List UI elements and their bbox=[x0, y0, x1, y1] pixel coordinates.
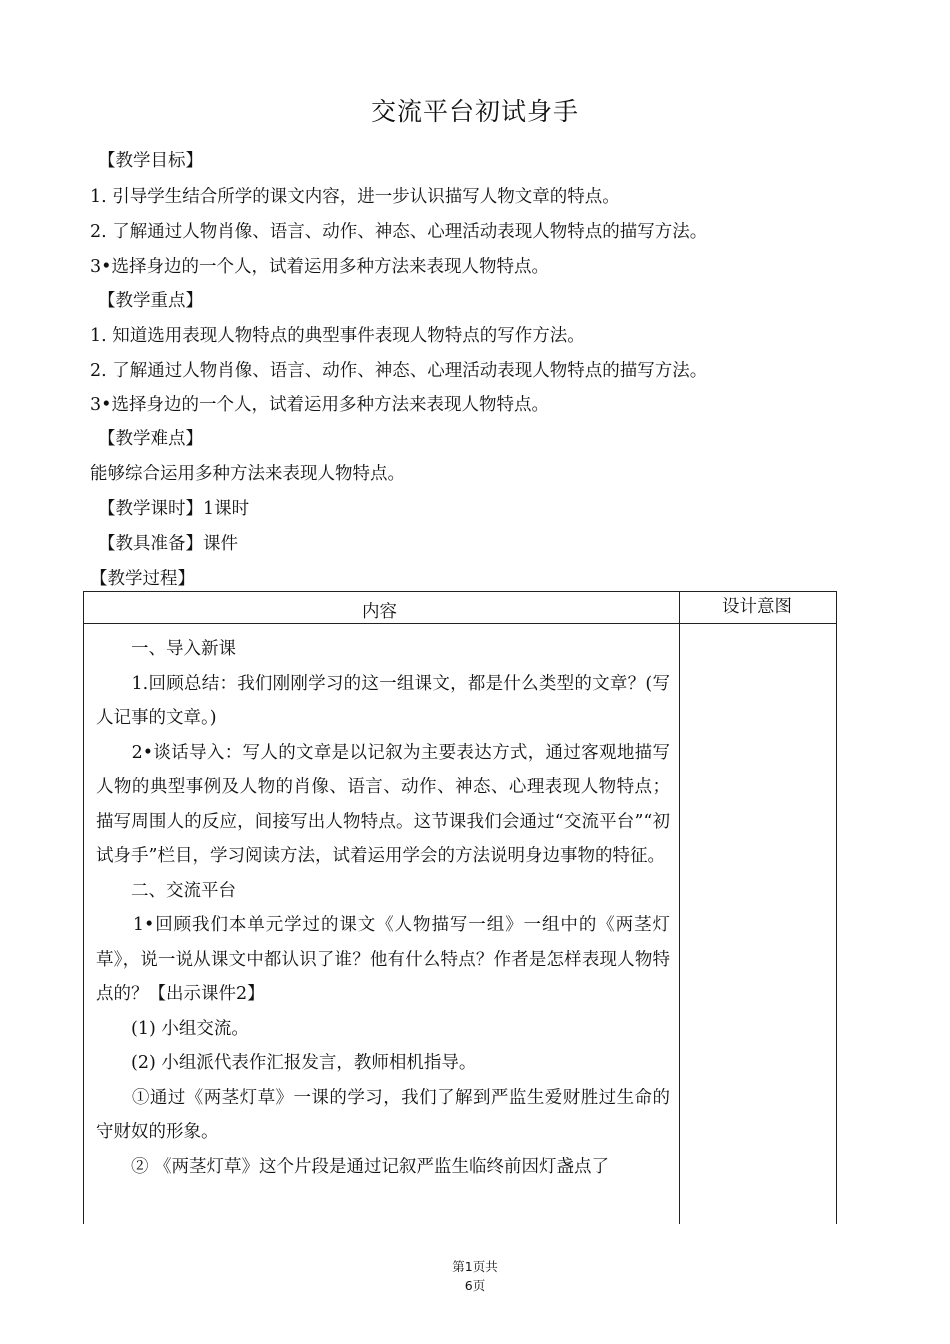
content-paragraph: (2) 小组派代表作汇报发言，教师相机指导。 bbox=[96, 1053, 477, 1073]
tools-line: 【教具准备】课件 bbox=[98, 534, 238, 554]
key-point-item: 1. 知道选用表现人物特点的典型事件表现人物特点的写作方法。 bbox=[90, 326, 585, 346]
objectives-heading: 【教学目标】 bbox=[98, 151, 203, 171]
content-paragraph: 二、交流平台 bbox=[96, 880, 236, 901]
page-total: 6页 bbox=[464, 1278, 486, 1293]
table-header-content: 内容 bbox=[362, 602, 397, 622]
table-header-design: 设计意图 bbox=[722, 597, 792, 617]
difficulty-heading: 【教学难点】 bbox=[98, 429, 203, 449]
content-paragraph: 2•谈话导入：写人的文章是以记叙为主要表达方式，通过客观地描写人物的典型事例及人物的肖像、语言、动作、神态、心理表现人物特点；描写周围人的反应，间接写出人物特点。这节课我们会通过“交流平台”“初试身手”栏目，学习阅读方法，试着运用学会的方法说明身边事物的特征。 bbox=[96, 742, 670, 866]
key-points-heading: 【教学重点】 bbox=[98, 291, 203, 311]
page-number: 第1页共 bbox=[452, 1259, 498, 1274]
process-heading: 【教学过程】 bbox=[90, 569, 195, 589]
objective-item: 3•选择身边的一个人，试着运用多种方法来表现人物特点。 bbox=[90, 257, 549, 277]
content-paragraph: ①通过《两茎灯草》一课的学习，我们了解到严监生爱财胜过生命的守财奴的形象。 bbox=[96, 1087, 670, 1142]
objective-item: 2. 了解通过人物肖像、语言、动作、神态、心理活动表现人物特点的描写方法。 bbox=[90, 222, 708, 242]
content-paragraph: ② 《两茎灯草》这个片段是通过记叙严监生临终前因灯盏点了 bbox=[96, 1156, 610, 1177]
key-point-item: 2. 了解通过人物肖像、语言、动作、神态、心理活动表现人物特点的描写方法。 bbox=[90, 361, 708, 381]
content-paragraph: 1•回顾我们本单元学过的课文《人物描写一组》一组中的《两茎灯草》，说一说从课文中都认识了谁？他有什么特点？作者是怎样表现人物特点的？【出示课件2】 bbox=[96, 915, 670, 1004]
content-paragraph: 一、导入新课 bbox=[96, 639, 236, 659]
hours-line: 【教学课时】1课时 bbox=[98, 499, 250, 519]
difficulty-text: 能够综合运用多种方法来表现人物特点。 bbox=[90, 464, 405, 484]
table-header-divider bbox=[83, 623, 837, 624]
table-column-divider bbox=[679, 591, 680, 1224]
table-content-cell bbox=[96, 632, 670, 1184]
key-point-item: 3•选择身边的一个人，试着运用多种方法来表现人物特点。 bbox=[90, 395, 549, 415]
objective-item: 1. 引导学生结合所学的课文内容，进一步认识描写人物文章的特点。 bbox=[90, 187, 620, 207]
content-paragraph: 1.回顾总结：我们刚刚学习的这一组课文，都是什么类型的文章？(写人记事的文章。) bbox=[96, 673, 670, 728]
page-title: 交流平台初试身手 bbox=[370, 97, 579, 126]
content-paragraph: (1) 小组交流。 bbox=[96, 1018, 249, 1039]
